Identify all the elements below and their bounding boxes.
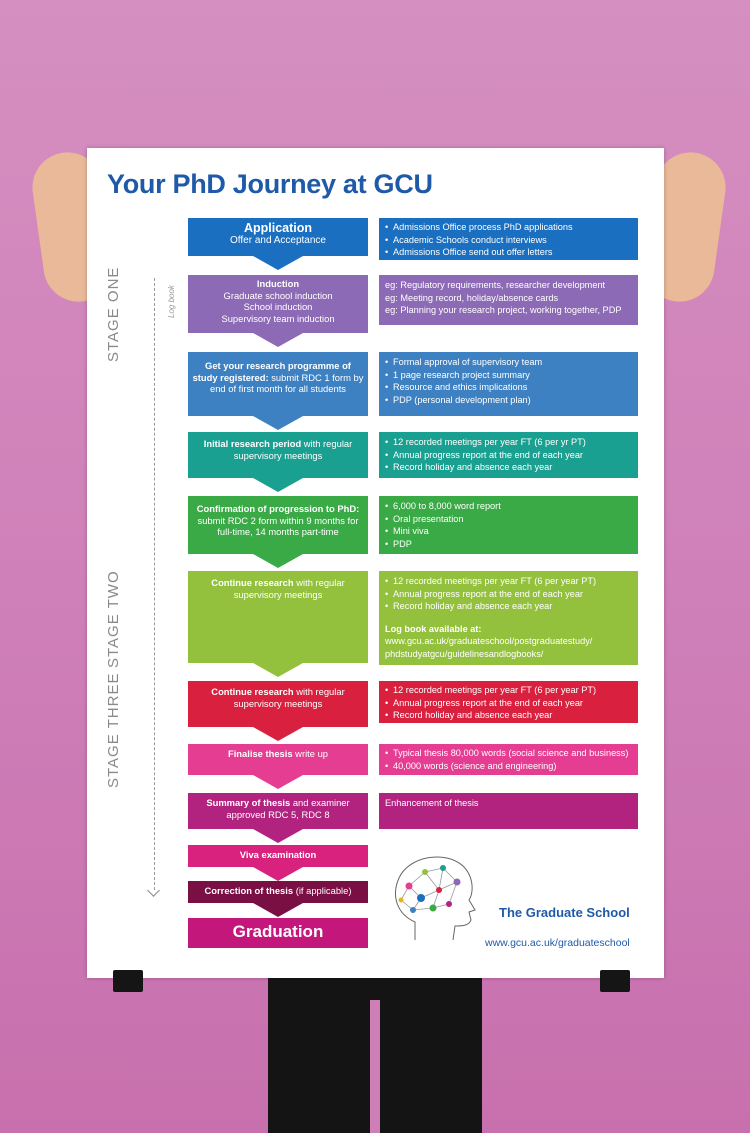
down-arrow-icon [253,416,303,430]
logbook-link[interactable]: www.gcu.ac.uk/graduateschool/postgraduatestudy/ phdstudyatgcu/guidelinesandlogbooks/ [385,636,593,659]
down-arrow-icon [253,663,303,677]
info-bullet: • Annual progress report at the end of each year [385,449,632,462]
step-head: Summary of thesis [206,797,291,808]
step-finalise-thesis [188,744,368,775]
down-arrow-icon [253,478,303,492]
step-body: Graduate school induction School induction Supervisory team induction [221,289,335,324]
info-bullet: • Record holiday and absence each year [385,461,632,474]
step-viva [188,845,368,867]
step-body: with regular supervisory meetings [233,577,345,600]
info-application [379,218,638,260]
info-continue-research-1 [379,571,638,665]
graduate-school-name: The Graduate School [499,905,630,920]
step-head: Viva examination [239,849,317,860]
step-head: Confirmation of progression to PhD: [196,503,360,514]
info-bullet: • Resource and ethics implications [385,381,632,394]
info-bullet: • 40,000 words (science and engineering) [385,760,632,773]
info-line: Enhancement of thesis [385,798,479,808]
step-head: Finalise thesis [227,748,293,759]
info-bullet: • Typical thesis 80,000 words (social science and business) [385,747,632,760]
info-bullet: • 1 page research project summary [385,369,632,382]
info-bullet: • Academic Schools conduct interviews [385,234,632,247]
info-bullet: • Formal approval of supervisory team [385,356,632,369]
info-bullet: • Record holiday and absence each year [385,709,632,722]
step-summary-thesis [188,793,368,829]
stage-two-label: STAGE TWO [105,570,122,668]
step-continue-research-1 [188,571,368,663]
step-initial-research [188,432,368,478]
step-confirmation [188,496,368,554]
info-bullet: • 12 recorded meetings per year FT (6 per yr PT) [385,436,632,449]
info-finalise-thesis [379,744,638,775]
step-head: Continue research [211,577,294,588]
info-bullet: • PDP (personal development plan) [385,394,632,407]
down-arrow-icon [253,775,303,789]
poster-title: Your PhD Journey at GCU [107,169,433,199]
step-continue-research-2 [188,681,368,727]
info-bullet: • Mini viva [385,525,632,538]
info-bullet: • 12 recorded meetings per year FT (6 per year PT) [385,684,632,697]
brain-network-logo [387,848,487,944]
info-confirmation [379,496,638,554]
info-summary-thesis [379,793,638,829]
phd-journey-poster [87,148,664,978]
step-correction [188,881,368,903]
step-head: Application [243,221,313,235]
info-bullet: • Admissions Office process PhD applications [385,221,632,234]
step-body: submit RDC 2 form within 9 months for full-time, 14 months part-time [197,514,359,537]
graduate-school-url[interactable]: www.gcu.ac.uk/graduateschool [485,937,630,949]
step-body: with regular supervisory meetings [233,438,353,461]
info-bullet: • PDP [385,538,632,551]
info-bullet: • Admissions Office send out offer letters [385,246,632,259]
down-arrow-icon [253,554,303,568]
step-application [188,218,368,256]
timeline-dashed-line [154,278,155,890]
info-bullet: • 6,000 to 8,000 word report [385,500,632,513]
info-bullet: • Annual progress report at the end of each year [385,588,632,601]
step-body: and examiner approved RDC 5, RDC 8 [226,797,350,820]
timeline-arrow-icon [147,884,160,897]
down-arrow-icon [253,903,303,917]
step-body: with regular supervisory meetings [233,686,345,709]
binder-clip-left [113,970,143,992]
step-head: Induction [256,278,300,289]
step-head: Graduation [232,922,324,941]
person-legs [268,970,482,1133]
binder-clip-right [600,970,630,992]
down-arrow-icon [253,256,303,270]
step-head: Initial research period [203,438,302,449]
info-line: eg: Planning your research project, working together, PDP [385,305,622,315]
step-head: Get your research programme of study registered: [192,360,351,383]
step-head: Continue research [211,686,294,697]
info-registration [379,352,638,416]
info-continue-research-2 [379,681,638,723]
stage-three-label: STAGE THREE [105,672,122,788]
logbook-label: Log book [167,285,176,318]
step-body: Offer and Acceptance [230,235,326,246]
info-line: eg: Regulatory requirements, researcher development [385,280,606,290]
info-bullet: • 12 recorded meetings per year FT (6 per year PT) [385,575,632,588]
down-arrow-icon [253,829,303,843]
step-registration [188,352,368,416]
down-arrow-icon [253,333,303,347]
step-graduation [188,918,368,948]
step-head: Correction of thesis [204,885,294,896]
logbook-heading: Log book available at: [385,623,482,634]
info-bullet: • Record holiday and absence each year [385,600,632,613]
info-initial-research [379,432,638,478]
step-body: (if applicable) [293,885,352,896]
down-arrow-icon [253,727,303,741]
info-bullet: • Oral presentation [385,513,632,526]
step-induction [188,275,368,333]
info-line: eg: Meeting record, holiday/absence cards [385,292,559,303]
step-body: write up [292,748,329,759]
info-bullet: • Annual progress report at the end of each year [385,697,632,710]
down-arrow-icon [253,867,303,881]
step-body: submit RDC 1 form by end of first month for all students [209,371,364,394]
stage-one-label: STAGE ONE [105,266,122,362]
info-induction [379,275,638,325]
